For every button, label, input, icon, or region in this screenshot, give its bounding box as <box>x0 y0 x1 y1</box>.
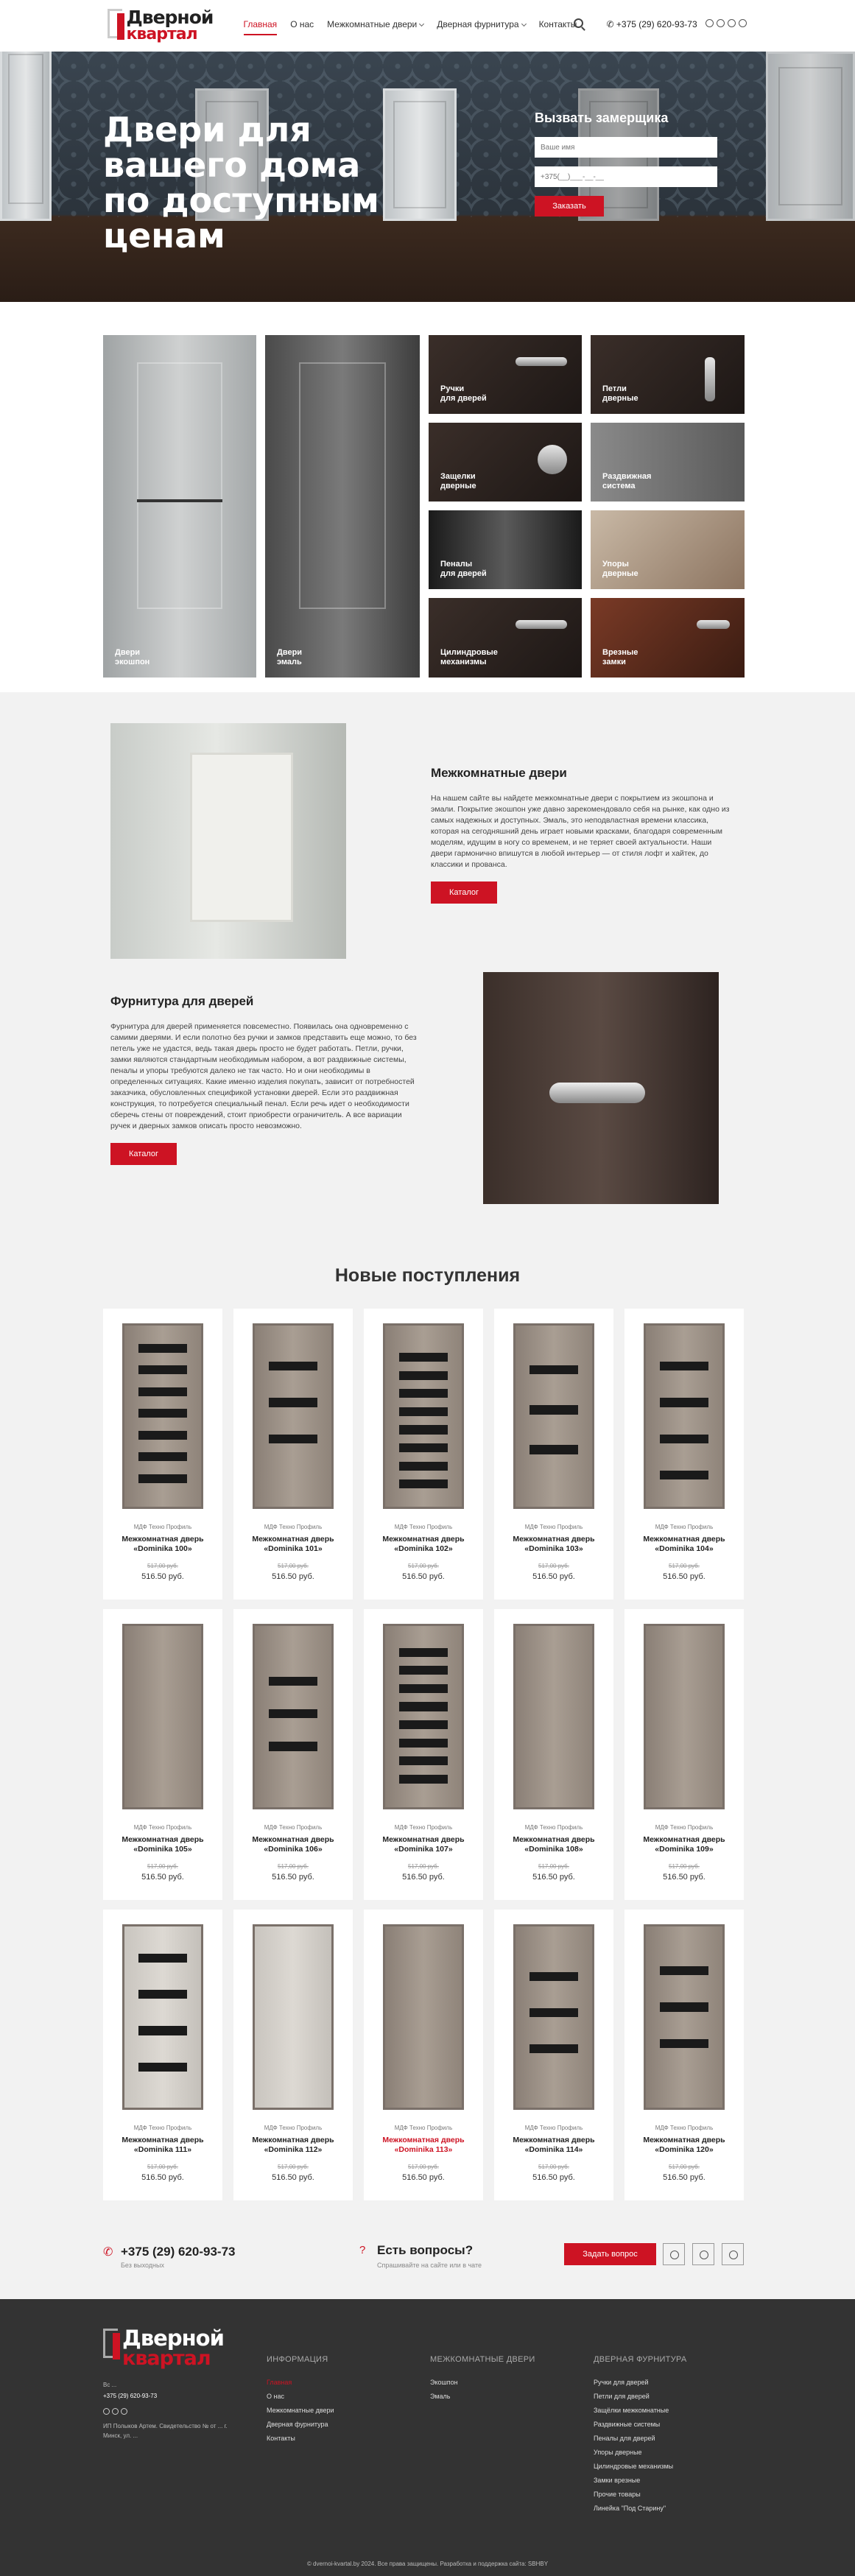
product-old-price: 517,00 руб. <box>538 2164 569 2170</box>
product-card[interactable] <box>364 1609 483 1900</box>
footer-link[interactable]: Цилиндровые механизмы <box>594 2463 674 2470</box>
footer-link[interactable]: Межкомнатные двери <box>267 2407 334 2414</box>
whatsapp-icon[interactable] <box>663 2243 685 2265</box>
product-price: 516.50 руб. <box>141 1873 184 1882</box>
product-price: 516.50 руб. <box>141 2173 184 2182</box>
hardware-section-title: Фурнитура для дверей <box>110 994 254 1008</box>
product-price: 516.50 руб. <box>532 2173 575 2182</box>
nav-hardware[interactable] <box>437 19 525 35</box>
product-image[interactable] <box>253 1924 334 2110</box>
category-ecoveneer-doors[interactable] <box>103 335 256 678</box>
product-old-price: 517,00 руб. <box>538 1563 569 1569</box>
product-price: 516.50 руб. <box>532 1572 575 1581</box>
doors-section-title: Межкомнатные двери <box>431 766 567 780</box>
footer-socials <box>103 2408 127 2415</box>
product-card[interactable] <box>103 1910 222 2200</box>
search-icon[interactable] <box>574 18 583 28</box>
product-old-price: 517,00 руб. <box>147 1863 178 1870</box>
product-category: МДФ Техно Профиль <box>524 1524 583 1530</box>
telegram-icon[interactable] <box>717 19 725 27</box>
nav-hardware-label: Дверная фурнитура <box>437 19 519 29</box>
footer-link[interactable]: Прочие товары <box>594 2491 641 2498</box>
product-price: 516.50 руб. <box>272 1873 314 1882</box>
product-card[interactable] <box>624 1309 744 1600</box>
product-image[interactable] <box>253 1624 334 1809</box>
category-door-cassettes[interactable] <box>429 510 582 589</box>
contact-strip <box>0 2225 855 2299</box>
footer-link[interactable]: Пеналы для дверей <box>594 2435 655 2442</box>
footer-link[interactable]: Дверная фурнитура <box>267 2421 328 2428</box>
product-category: МДФ Техно Профиль <box>264 1524 323 1530</box>
nav-contacts[interactable]: Контакты <box>538 19 577 29</box>
product-old-price: 517,00 руб. <box>278 1563 309 1569</box>
product-category: МДФ Техно Профиль <box>133 1824 192 1831</box>
hardware-section-text: Фурнитура для дверей применяется повсеместно. Появилась она одновременно с самими дверями. И если полотно без ручки и замков представить еще можно, то без петель уже не удастся, ведь такая дверь просто не будет работать. Петли, ручки, замки являются стандартным необходимым набором, а вот раздвижные системы, пеналы и упоры требуются далеко не так часто. Но и они необходимы в определенных ситуациях. Какие именно изделия покупать, зависит от потребностей заказчика, обусловленных спецификой установки дверей. Если это раздвижная конструкция, то потребуется специальный пенал. Если речь идет о необходимости сберечь стены от повреждений, стоит приобрести ограничитель. А все вариации ручек и дверных замков описать просто невозможно. <box>110 1022 417 1130</box>
category-label: Двери экошпон <box>115 648 150 666</box>
product-name[interactable]: Межкомнатная дверь «Dominika 107» <box>382 1835 465 1854</box>
footer-phone[interactable]: +375 (29) 620-93-73 <box>103 2393 158 2399</box>
product-card[interactable] <box>364 1910 483 2200</box>
hero-banner <box>0 52 855 302</box>
category-grid <box>0 302 855 692</box>
form-title: Вызвать замерщика <box>535 110 669 125</box>
footer-info-title: ИНФОРМАЦИЯ <box>267 2355 328 2364</box>
category-label: Пеналы для дверей <box>440 560 487 578</box>
product-card[interactable] <box>624 1910 744 2200</box>
chat-icon: ? <box>359 2244 366 2256</box>
category-label: Цилиндровые механизмы <box>440 648 498 666</box>
category-label: Врезные замки <box>602 648 638 666</box>
doors-catalog-button[interactable]: Каталог <box>431 881 497 904</box>
product-name[interactable]: Межкомнатная дверь «Dominika 104» <box>643 1535 725 1553</box>
phone-icon: ✆ <box>103 2246 113 2259</box>
product-name[interactable]: Межкомнатная дверь «Dominika 101» <box>252 1535 334 1553</box>
category-door-latches[interactable] <box>429 423 582 502</box>
product-image[interactable] <box>122 1924 203 2110</box>
footer-link[interactable]: Ручки для дверей <box>594 2379 649 2386</box>
product-name[interactable]: Межкомнатная дверь «Dominika 102» <box>382 1535 465 1553</box>
new-arrivals-title: Новые поступления <box>334 1265 521 1286</box>
product-card[interactable] <box>624 1609 744 1900</box>
footer-hardware-column <box>594 2353 687 2516</box>
footer-doors-column <box>430 2353 535 2404</box>
category-label: Упоры дверные <box>602 560 638 578</box>
footer-hours: Вс ... <box>103 2382 117 2388</box>
viber-icon[interactable] <box>121 2408 127 2415</box>
product-card[interactable] <box>103 1609 222 1900</box>
nav-home[interactable]: Главная <box>244 19 278 35</box>
category-door-hinges[interactable] <box>591 335 745 414</box>
door-logo-icon <box>103 2329 118 2358</box>
footer-info-column <box>267 2353 334 2446</box>
footer-link[interactable]: Линейка "Под Старину" <box>594 2505 666 2512</box>
product-price: 516.50 руб. <box>272 2173 314 2182</box>
product-image[interactable] <box>383 1624 464 1809</box>
product-category: МДФ Техно Профиль <box>264 2125 323 2131</box>
interior-door-photo <box>110 723 346 959</box>
product-name[interactable]: Межкомнатная дверь «Dominika 100» <box>122 1535 204 1553</box>
viber-icon[interactable] <box>728 19 736 27</box>
telegram-icon[interactable] <box>722 2243 744 2265</box>
product-category: МДФ Техно Профиль <box>655 2125 714 2131</box>
viber-icon[interactable] <box>692 2243 714 2265</box>
product-category: МДФ Техно Профиль <box>264 1824 323 1831</box>
site-footer <box>0 2299 855 2576</box>
question-subtitle: Спрашивайте на сайте или в чате <box>377 2262 482 2269</box>
product-price: 516.50 руб. <box>532 1873 575 1882</box>
product-category: МДФ Техно Профиль <box>133 2125 192 2131</box>
product-price: 516.50 руб. <box>663 1572 706 1581</box>
telegram-icon[interactable] <box>112 2408 119 2415</box>
main-nav <box>244 19 577 35</box>
doors-info-block <box>431 767 733 904</box>
product-price: 516.50 руб. <box>272 1572 314 1581</box>
footer-doors-title: МЕЖКОМНАТНЫЕ ДВЕРИ <box>430 2355 535 2364</box>
product-price: 516.50 руб. <box>663 1873 706 1882</box>
footer-link[interactable]: Эмаль <box>430 2393 451 2400</box>
footer-link[interactable]: Экошпон <box>430 2379 458 2386</box>
product-old-price: 517,00 руб. <box>147 2164 178 2170</box>
strip-socials <box>663 2243 744 2265</box>
product-image[interactable] <box>383 1924 464 2110</box>
product-card[interactable] <box>494 1309 613 1600</box>
product-price: 516.50 руб. <box>402 1572 445 1581</box>
footer-link[interactable]: Петли для дверей <box>594 2393 650 2400</box>
category-door-handles[interactable] <box>429 335 582 414</box>
category-label: Защелки дверные <box>440 472 476 490</box>
product-card[interactable] <box>233 1910 353 2200</box>
ask-question-button[interactable]: Задать вопрос <box>564 2243 656 2265</box>
product-category: МДФ Техно Профиль <box>524 1824 583 1831</box>
product-name[interactable]: Межкомнатная дверь «Dominika 109» <box>643 1835 725 1854</box>
category-label: Двери эмаль <box>277 648 303 666</box>
category-enamel-doors[interactable] <box>265 335 420 678</box>
measure-request-form <box>535 110 719 217</box>
product-name[interactable]: Межкомнатная дверь «Dominika 103» <box>513 1535 595 1553</box>
category-label: Петли дверные <box>602 384 638 403</box>
product-card[interactable] <box>233 1309 353 1600</box>
product-image[interactable] <box>122 1624 203 1809</box>
product-image[interactable] <box>644 1323 725 1509</box>
strip-phone-sub: Без выходных <box>121 2262 164 2269</box>
product-name[interactable]: Межкомнатная дверь «Dominika 106» <box>252 1835 334 1854</box>
product-image[interactable] <box>122 1323 203 1509</box>
hero-door-image <box>766 52 855 221</box>
product-name[interactable]: Межкомнатная дверь «Dominika 105» <box>122 1835 204 1854</box>
product-price: 516.50 руб. <box>141 1572 184 1581</box>
footer-link[interactable]: О нас <box>267 2393 284 2400</box>
footer-link[interactable]: Замки врезные <box>594 2477 641 2484</box>
category-label: Ручки для дверей <box>440 384 487 403</box>
category-sliding-system[interactable] <box>591 423 745 502</box>
product-old-price: 517,00 руб. <box>408 1563 439 1569</box>
footer-address2: Минск, ул. ... <box>103 2432 138 2439</box>
door-logo-icon <box>108 9 122 38</box>
footer-link[interactable]: Защёлки межкомнатные <box>594 2407 669 2414</box>
footer-address1: ИП Полыков Артем. Свидетельство № от ... г. <box>103 2423 228 2429</box>
phone-input[interactable] <box>535 166 717 187</box>
category-cylinder-mechanisms[interactable] <box>429 598 582 678</box>
footer-link[interactable]: Раздвижные системы <box>594 2421 661 2428</box>
footer-link[interactable]: Упоры дверные <box>594 2449 642 2456</box>
product-card[interactable] <box>494 1910 613 2200</box>
name-input[interactable] <box>535 137 717 158</box>
site-logo[interactable] <box>108 9 214 43</box>
product-category: МДФ Техно Профиль <box>394 2125 453 2131</box>
footer-link[interactable]: Контакты <box>267 2435 295 2442</box>
strip-phone[interactable]: +375 (29) 620-93-73 <box>121 2245 236 2259</box>
product-old-price: 517,00 руб. <box>278 1863 309 1870</box>
nav-doors-label: Межкомнатные двери <box>327 19 418 29</box>
category-mortise-locks[interactable] <box>591 598 745 678</box>
logo-line2: квартал <box>126 25 197 43</box>
product-old-price: 517,00 руб. <box>408 1863 439 1870</box>
product-price: 516.50 руб. <box>402 1873 445 1882</box>
product-category: МДФ Техно Профиль <box>394 1824 453 1831</box>
instagram-icon[interactable] <box>739 19 747 27</box>
product-name[interactable]: Межкомнатная дверь «Dominika 111» <box>122 2136 204 2154</box>
product-name[interactable]: Межкомнатная дверь «Dominika 108» <box>513 1835 595 1854</box>
door-handle-photo <box>483 972 719 1204</box>
info-section <box>0 692 855 1289</box>
category-label: Раздвижная система <box>602 472 652 490</box>
hero-door-image <box>0 52 52 221</box>
product-old-price: 517,00 руб. <box>538 1863 569 1870</box>
header-phone-number: +375 (29) 620-93-73 <box>616 19 697 29</box>
nav-doors[interactable] <box>327 19 423 35</box>
product-image[interactable] <box>383 1323 464 1509</box>
product-category: МДФ Техно Профиль <box>655 1524 714 1530</box>
product-image[interactable] <box>513 1323 594 1509</box>
product-name[interactable]: Межкомнатная дверь «Dominika 112» <box>252 2136 334 2154</box>
whatsapp-icon[interactable] <box>706 19 714 27</box>
product-image[interactable] <box>253 1323 334 1509</box>
product-image[interactable] <box>644 1924 725 2110</box>
logo-line1: Дверной <box>126 7 214 28</box>
product-image[interactable] <box>513 1624 594 1809</box>
header-phone[interactable]: ✆ +375 (29) 620-93-73 <box>606 19 697 29</box>
product-card[interactable] <box>233 1609 353 1900</box>
nav-about[interactable]: О нас <box>290 19 314 29</box>
product-name[interactable]: Межкомнатная дверь «Dominika 114» <box>513 2136 595 2154</box>
product-old-price: 517,00 руб. <box>669 1863 700 1870</box>
site-header <box>0 0 855 52</box>
product-price: 516.50 руб. <box>402 2173 445 2182</box>
doors-section-text: На нашем сайте вы найдете межкомнатные двери с покрытием из экошпона и эмали. Покрытие экошпон уже давно зарекомендовало себя на рынке, как одно из самых надежных и доступных. Эмаль, это неподвластная времени классика, которая на сегодняшний день играет новыми красками, благодаря современным моделям, идущим в ногу со временем, и не теряет своей актуальности. Наши двери гармонично впишутся в любой интерьер — от стиля лофт и хайтек, до классики и прованса. <box>431 794 730 869</box>
copyright: © dvernoi-kvartal.by 2024. Все права защищены. Разработка и поддержка сайта: SBHBY <box>306 2561 549 2567</box>
product-category: МДФ Техно Профиль <box>524 2125 583 2131</box>
product-price: 516.50 руб. <box>663 2173 706 2182</box>
product-old-price: 517,00 руб. <box>278 2164 309 2170</box>
chevron-down-icon <box>521 21 527 27</box>
whatsapp-icon[interactable] <box>103 2408 110 2415</box>
footer-logo[interactable] <box>103 2326 224 2370</box>
product-name[interactable]: Межкомнатная дверь «Dominika 120» <box>643 2136 725 2154</box>
product-image[interactable] <box>644 1624 725 1809</box>
header-socials <box>706 19 747 27</box>
footer-logo-line1: Дверной <box>122 2326 224 2351</box>
product-category: МДФ Техно Профиль <box>655 1824 714 1831</box>
footer-logo-line2: квартал <box>122 2347 211 2370</box>
product-category: МДФ Техно Профиль <box>133 1524 192 1530</box>
product-name[interactable]: Межкомнатная дверь «Dominika 113» <box>382 2136 465 2154</box>
hero-title: Двери для вашего дома по доступным ценам <box>103 110 379 256</box>
product-old-price: 517,00 руб. <box>147 1563 178 1569</box>
product-card[interactable] <box>364 1309 483 1600</box>
product-card[interactable] <box>494 1609 613 1900</box>
order-button[interactable]: Заказать <box>535 196 604 217</box>
product-card[interactable] <box>103 1309 222 1600</box>
category-door-stops[interactable] <box>591 510 745 589</box>
question-title: Есть вопросы? <box>377 2243 474 2257</box>
footer-hardware-title: ДВЕРНАЯ ФУРНИТУРА <box>594 2355 687 2364</box>
product-old-price: 517,00 руб. <box>669 2164 700 2170</box>
product-old-price: 517,00 руб. <box>408 2164 439 2170</box>
product-old-price: 517,00 руб. <box>669 1563 700 1569</box>
product-category: МДФ Техно Профиль <box>394 1524 453 1530</box>
hardware-catalog-button[interactable]: Каталог <box>110 1143 177 1165</box>
product-image[interactable] <box>513 1924 594 2110</box>
footer-link[interactable]: Главная <box>267 2379 292 2386</box>
hardware-info-block <box>110 996 420 1165</box>
chevron-down-icon <box>419 21 424 27</box>
